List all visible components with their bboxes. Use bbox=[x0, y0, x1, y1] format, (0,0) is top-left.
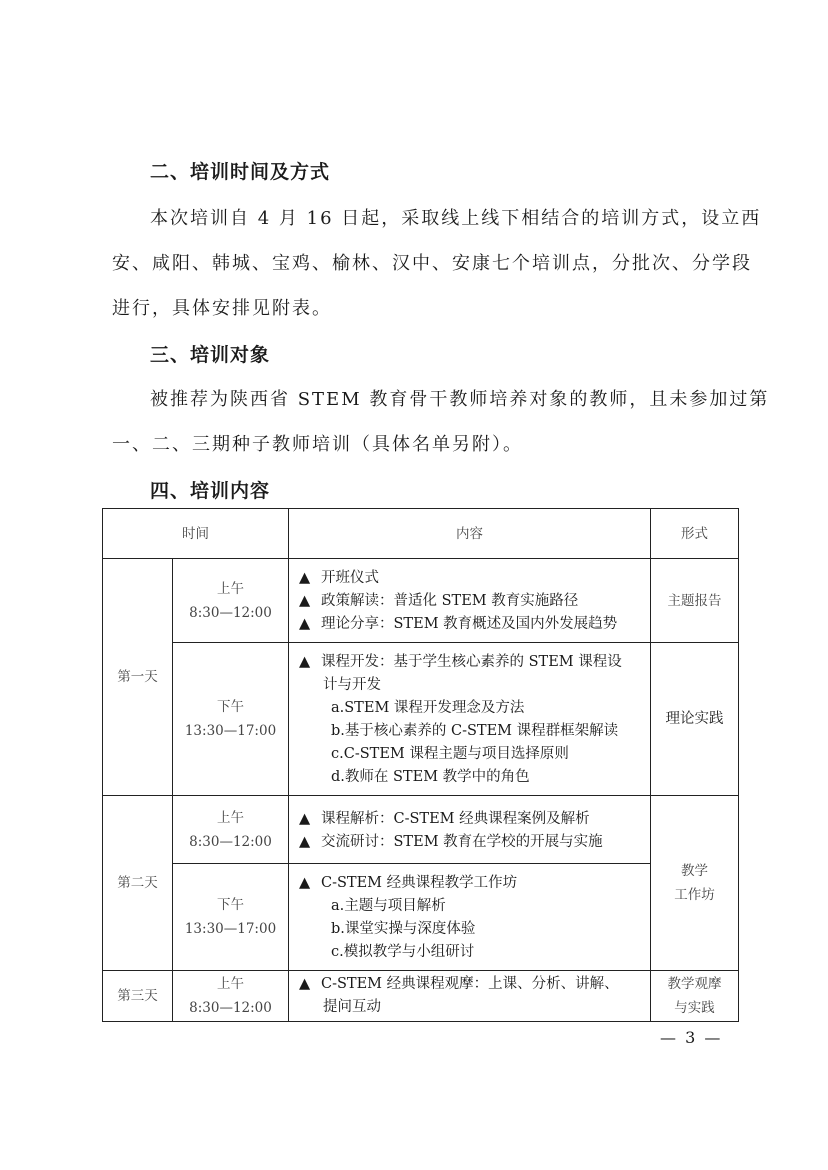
session-form: 主题报告 bbox=[651, 559, 739, 643]
triangle-bullet-icon: ▲ bbox=[299, 875, 311, 891]
list-item: ▲ 理论分享：STEM 教育概述及国内外发展趋势 bbox=[299, 613, 640, 636]
section-heading-schedule: 二、培训时间及方式 bbox=[150, 161, 331, 183]
list-item-continuation: 计与开发 bbox=[323, 677, 381, 693]
section-heading-participants: 三、培训对象 bbox=[150, 344, 271, 366]
list-item: ▲ 课程解析：C-STEM 经典课程案例及解析 bbox=[299, 808, 640, 831]
session-hours: 13:30—17:00 bbox=[184, 723, 277, 739]
triangle-bullet-icon: ▲ bbox=[299, 810, 311, 827]
session-time bbox=[173, 559, 289, 643]
paragraph-line: 一、二、三期种子教师培训（具体名单另附）。 bbox=[112, 434, 523, 455]
header-content: 内容 bbox=[289, 509, 651, 559]
day-label: 第一天 bbox=[103, 559, 173, 796]
training-schedule-table bbox=[102, 508, 739, 1022]
table-header-row bbox=[103, 509, 739, 559]
session-content bbox=[289, 643, 651, 796]
triangle-bullet-icon: ▲ bbox=[299, 833, 311, 850]
table-row bbox=[103, 559, 739, 643]
session-content bbox=[289, 559, 651, 643]
session-time bbox=[173, 864, 289, 971]
session-hours: 8:30—12:00 bbox=[189, 604, 272, 621]
section-heading-content: 四、培训内容 bbox=[150, 480, 271, 502]
list-item: ▲ 课程开发：基于学生核心素养的 STEM 课程设 bbox=[299, 651, 640, 674]
sub-item: c.C-STEM 课程主题与项目选择原则 bbox=[331, 746, 569, 762]
page-number: — 3 — bbox=[660, 1028, 723, 1047]
list-item: ▲ C-STEM 经典课程教学工作坊 bbox=[299, 872, 640, 895]
session-form: 教学观摩 与实践 bbox=[651, 971, 739, 1022]
sub-item: d.教师在 STEM 教学中的角色 bbox=[331, 769, 530, 785]
triangle-bullet-icon: ▲ bbox=[299, 616, 311, 632]
paragraph-line: 进行，具体安排见附表。 bbox=[112, 298, 332, 319]
day-label: 第三天 bbox=[103, 971, 173, 1022]
header-time: 时间 bbox=[103, 509, 289, 559]
session-hours: 8:30—12:00 bbox=[189, 833, 272, 850]
session-period: 上午 bbox=[217, 809, 244, 826]
paragraph-line: 本次培训自 4 月 16 日起，采取线上线下相结合的培训方式，设立西 bbox=[150, 208, 762, 229]
session-form: 教学 工作坊 bbox=[651, 796, 739, 971]
session-period: 上午 bbox=[217, 580, 244, 597]
session-content bbox=[289, 796, 651, 864]
triangle-bullet-icon: ▲ bbox=[299, 570, 311, 586]
header-form: 形式 bbox=[651, 509, 739, 559]
session-form: 理论实践 bbox=[651, 643, 739, 796]
list-item: ▲ 开班仪式 bbox=[299, 567, 640, 590]
day-label: 第二天 bbox=[103, 796, 173, 971]
table-row bbox=[103, 643, 739, 796]
list-item: ▲ 交流研讨：STEM 教育在学校的开展与实施 bbox=[299, 831, 640, 854]
session-time bbox=[173, 971, 289, 1022]
session-time bbox=[173, 796, 289, 864]
list-item: ▲ C-STEM 经典课程观摩：上课、分析、讲解、 bbox=[299, 973, 640, 996]
sub-item: b.基于核心素养的 C-STEM 课程群框架解读 bbox=[331, 723, 619, 739]
session-period: 下午 bbox=[217, 897, 244, 913]
list-item-continuation: 提问互动 bbox=[323, 999, 381, 1015]
paragraph-line: 安、咸阳、韩城、宝鸡、榆林、汉中、安康七个培训点，分批次、分学段 bbox=[112, 253, 752, 274]
sub-item: c.模拟教学与小组研讨 bbox=[331, 944, 475, 960]
session-hours: 13:30—17:00 bbox=[184, 921, 277, 937]
session-content bbox=[289, 971, 651, 1022]
sub-item: b.课堂实操与深度体验 bbox=[331, 921, 476, 937]
session-content bbox=[289, 864, 651, 971]
list-item: ▲ 政策解读：普适化 STEM 教育实施路径 bbox=[299, 590, 640, 613]
table-row bbox=[103, 971, 739, 1022]
sub-item: a.STEM 课程开发理念及方法 bbox=[331, 700, 525, 716]
session-period: 下午 bbox=[217, 699, 244, 715]
session-period: 上午 bbox=[217, 976, 244, 992]
triangle-bullet-icon: ▲ bbox=[299, 976, 311, 992]
sub-item: a.主题与项目解析 bbox=[331, 898, 446, 914]
table-row bbox=[103, 796, 739, 864]
session-hours: 8:30—12:00 bbox=[189, 1000, 272, 1016]
table-row bbox=[103, 864, 739, 971]
triangle-bullet-icon: ▲ bbox=[299, 654, 311, 670]
triangle-bullet-icon: ▲ bbox=[299, 593, 311, 609]
paragraph-line: 被推荐为陕西省 STEM 教育骨干教师培养对象的教师，且未参加过第 bbox=[150, 389, 770, 410]
session-time bbox=[173, 643, 289, 796]
